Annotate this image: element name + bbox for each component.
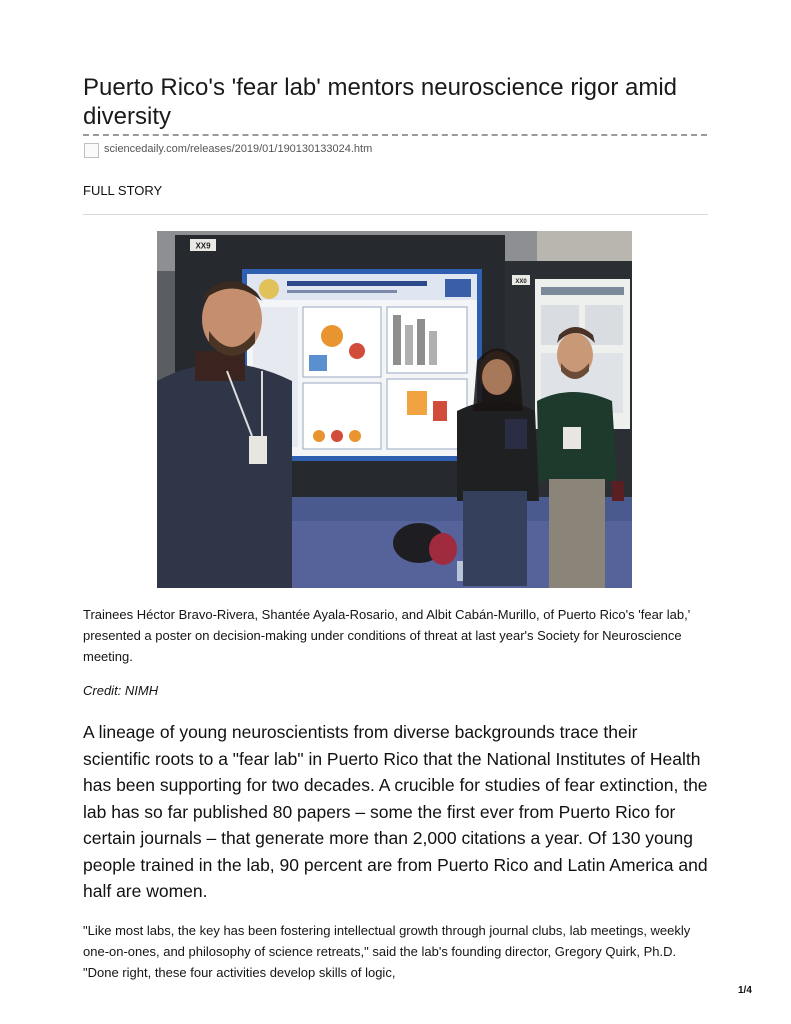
section-label: FULL STORY bbox=[83, 183, 163, 198]
site-favicon-icon bbox=[84, 143, 99, 158]
booth-label-left: XX9 bbox=[195, 241, 211, 251]
photo-caption: Trainees Héctor Bravo-Rivera, Shantée Ayala-Rosario, and Albit Cabán-Murillo, of Puerto Rico's 'fear lab,' presented a poster on decision-making under conditions of threat at last year's Society for Neuroscience meeting. bbox=[83, 607, 691, 664]
photo-credit: Credit: NIMH bbox=[83, 683, 159, 698]
page-number: 1/4 bbox=[738, 985, 752, 996]
source-url[interactable]: sciencedaily.com/releases/2019/01/190130133024.htm bbox=[104, 143, 373, 155]
booth-label-right: XX0 bbox=[515, 279, 527, 285]
article-title: Puerto Rico's 'fear lab' mentors neuroscience rigor amid diversity bbox=[83, 74, 678, 130]
section-divider bbox=[83, 214, 708, 215]
body-paragraph: "Like most labs, the key has been fostering intellectual growth through journal clubs, lab meetings, weekly one-on-ones, and philosophy of science retreats," said the lab's founding director, Gregory Quirk, Ph.D. "Done right, these four activities develop skills of logic, bbox=[83, 923, 691, 980]
article-photo bbox=[157, 231, 632, 588]
title-divider bbox=[83, 134, 707, 136]
lead-paragraph: A lineage of young neuroscientists from diverse backgrounds trace their scientific roots to a "fear lab" in Puerto Rico that the National Institutes of Health has been supporting for two decades. A crucible for studies of fear extinction, the lab has so far published 80 papers – some the first ever from Puerto Rico for certain journals – that generate more than 2,000 citations a year. Of 130 young people trained in the lab, 90 percent are from Puerto Rico and Latin America and half are women. bbox=[83, 722, 708, 901]
